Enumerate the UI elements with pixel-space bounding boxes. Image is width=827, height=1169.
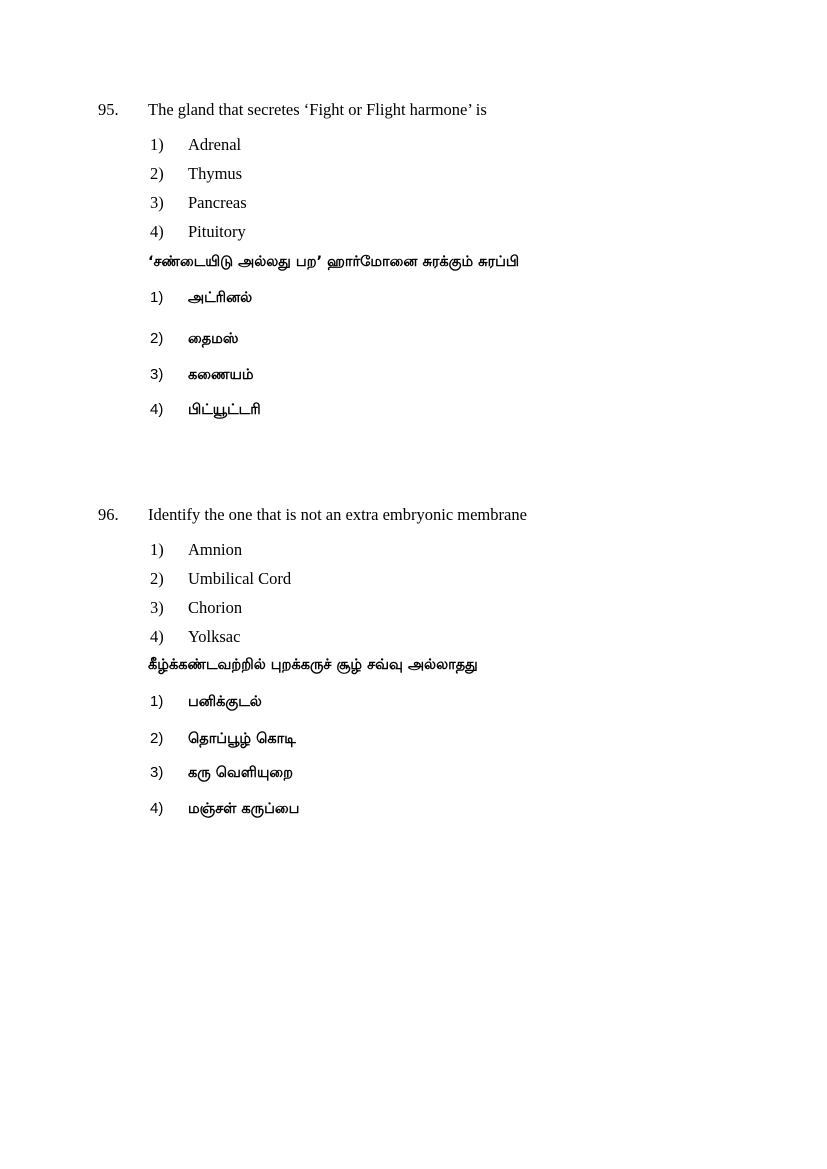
question-number: 95.: [98, 100, 119, 119]
option-number: 3): [150, 764, 164, 781]
question-text-ta: ‘சண்டையிடு அல்லது பற’ ஹார்மோனை சுரக்கும் சுரப்பி: [148, 254, 520, 270]
option-en: Pancreas: [188, 193, 247, 212]
option-number: 1): [150, 289, 164, 306]
option-number: 4): [150, 627, 164, 646]
option-number: 2): [150, 569, 164, 588]
option-number: 3): [150, 598, 164, 617]
option-ta: கணையம்: [188, 367, 254, 383]
option-en: Pituitory: [188, 222, 246, 241]
option-number: 2): [150, 164, 164, 183]
question-text-en: Identify the one that is not an extra embryonic membrane: [148, 505, 527, 524]
option-en: Umbilical Cord: [188, 569, 292, 588]
option-en: Yolksac: [188, 627, 241, 646]
option-ta: அட்ரினல்: [188, 290, 253, 306]
option-number: 3): [150, 366, 164, 383]
option-ta: கரு வெளியுறை: [188, 765, 293, 781]
option-number: 4): [150, 222, 164, 241]
option-ta: மஞ்சள் கருப்பை: [188, 801, 300, 817]
question-text-ta: கீழ்க்கண்டவற்றில் புறக்கருச் சூழ் சவ்வு அல்லாதது: [148, 657, 478, 673]
option-number: 1): [150, 135, 164, 154]
option-en: Chorion: [188, 598, 243, 617]
option-number: 4): [150, 800, 164, 817]
option-number: 2): [150, 730, 164, 747]
question-text-en: The gland that secretes ‘Fight or Flight harmone’ is: [148, 100, 487, 119]
option-number: 1): [150, 693, 164, 710]
question-number: 96.: [98, 505, 119, 524]
option-ta: பனிக்குடல்: [188, 694, 262, 710]
option-ta: தொப்பூழ் கொடி: [188, 731, 296, 747]
option-number: 2): [150, 330, 164, 347]
option-ta: தைமஸ்: [188, 331, 239, 347]
option-en: Thymus: [188, 164, 243, 183]
option-number: 1): [150, 540, 164, 559]
option-en: Amnion: [188, 540, 243, 559]
option-number: 3): [150, 193, 164, 212]
option-number: 4): [150, 401, 164, 418]
option-ta: பிட்யூட்டரி: [188, 402, 261, 418]
option-en: Adrenal: [188, 135, 242, 154]
